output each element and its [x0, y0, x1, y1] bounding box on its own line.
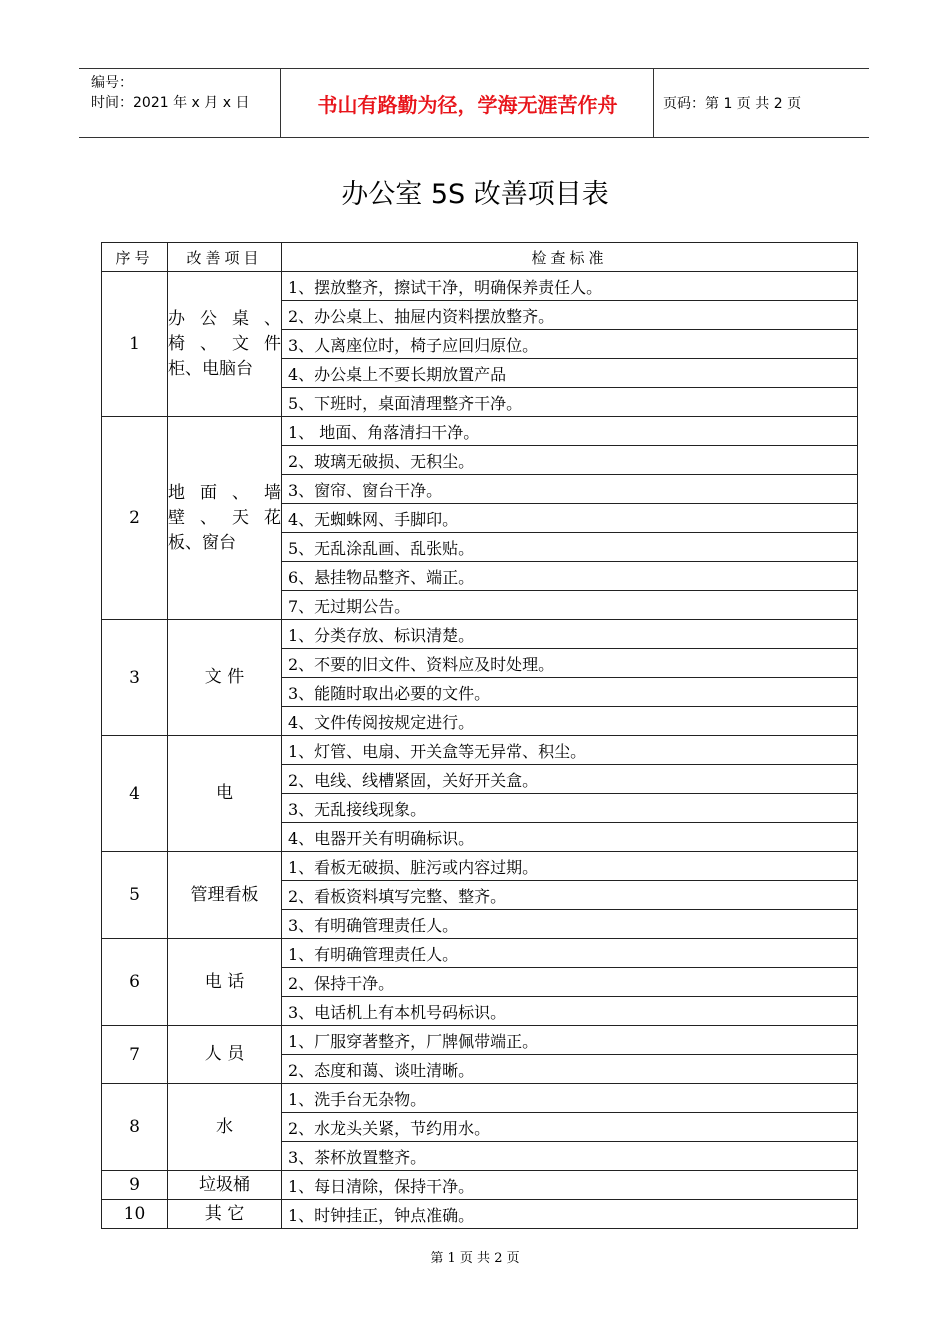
table-row	[102, 620, 858, 649]
table-body	[102, 272, 858, 1229]
improvement-table	[101, 242, 858, 1229]
check-standard: 4、电器开关有明确标识。	[282, 823, 858, 852]
document-title: 办公室 5S 改善项目表	[341, 179, 609, 210]
item-line: 水	[216, 1116, 233, 1137]
row-number: 2	[102, 417, 168, 620]
improvement-item	[168, 1171, 282, 1200]
check-standard: 1、分类存放、标识清楚。	[282, 620, 858, 649]
check-standard: 2、不要的旧文件、资料应及时处理。	[282, 649, 858, 678]
check-standard: 2、水龙头关紧，节约用水。	[282, 1113, 858, 1142]
item-line: 椅 、 文 件	[168, 333, 281, 354]
check-standard: 2、玻璃无破损、无积尘。	[282, 446, 858, 475]
row-number: 6	[102, 939, 168, 1026]
check-standard: 2、电线、线槽紧固，关好开关盒。	[282, 765, 858, 794]
row-number: 3	[102, 620, 168, 736]
improvement-item	[168, 417, 282, 620]
column-header-standard: 检查标准	[282, 243, 858, 272]
number-label: 编号：	[91, 75, 133, 91]
row-number: 7	[102, 1026, 168, 1084]
table-row	[102, 852, 858, 881]
check-standard: 6、悬挂物品整齐、端正。	[282, 562, 858, 591]
improvement-item	[168, 1084, 282, 1171]
item-line: 其 它	[204, 1203, 245, 1224]
table-row	[102, 1084, 858, 1113]
check-standard: 1、摆放整齐，擦试干净，明确保养责任人。	[282, 272, 858, 301]
check-standard: 1、时钟挂正，钟点准确。	[282, 1200, 858, 1229]
item-line: 板、窗台	[168, 532, 236, 553]
check-standard: 3、能随时取出必要的文件。	[282, 678, 858, 707]
check-standard: 3、人离座位时，椅子应回归原位。	[282, 330, 858, 359]
header-motto: 书山有路勤为径，学海无涯苦作舟	[317, 92, 618, 117]
improvement-item	[168, 272, 282, 417]
check-standard: 3、茶杯放置整齐。	[282, 1142, 858, 1171]
check-standard: 3、有明确管理责任人。	[282, 910, 858, 939]
table-row	[102, 736, 858, 765]
row-number: 8	[102, 1084, 168, 1171]
page-header	[79, 68, 869, 138]
improvement-item	[168, 736, 282, 852]
improvement-item	[168, 620, 282, 736]
table-row	[102, 272, 858, 301]
column-header-no: 序号	[102, 243, 168, 272]
row-number: 5	[102, 852, 168, 939]
table-header-row	[102, 243, 858, 272]
page-number-label: 页码：第 1 页 共 2 页	[663, 96, 802, 112]
check-standard: 1、厂服穿著整齐，厂牌佩带端正。	[282, 1026, 858, 1055]
check-standard: 1、每日清除，保持干净。	[282, 1171, 858, 1200]
item-line: 柜、电脑台	[168, 358, 253, 379]
row-number: 4	[102, 736, 168, 852]
item-line: 地 面 、 墙	[168, 482, 281, 503]
row-number: 1	[102, 272, 168, 417]
row-number: 9	[102, 1171, 168, 1200]
item-line: 管理看板	[190, 884, 259, 905]
check-standard: 4、办公桌上不要长期放置产品	[282, 359, 858, 388]
improvement-item	[168, 939, 282, 1026]
item-line: 电 话	[204, 971, 245, 992]
check-standard: 4、文件传阅按规定进行。	[282, 707, 858, 736]
column-header-item: 改善项目	[168, 243, 282, 272]
check-standard: 4、无蜘蛛网、手脚印。	[282, 504, 858, 533]
check-standard: 2、态度和蔼、谈吐清晰。	[282, 1055, 858, 1084]
improvement-item	[168, 1026, 282, 1084]
table-row	[102, 1171, 858, 1200]
item-line: 文 件	[204, 667, 245, 687]
check-standard: 2、保持干净。	[282, 968, 858, 997]
page-footer: 第 1 页 共 2 页	[430, 1251, 520, 1266]
table-row	[102, 1026, 858, 1055]
check-standard: 1、有明确管理责任人。	[282, 939, 858, 968]
check-standard: 2、办公桌上、抽屉内资料摆放整齐。	[282, 301, 858, 330]
header-meta	[91, 73, 249, 113]
check-standard: 3、电话机上有本机号码标识。	[282, 997, 858, 1026]
check-standard: 2、看板资料填写完整、整齐。	[282, 881, 858, 910]
table-row	[102, 1200, 858, 1229]
check-standard: 1、灯管、电扇、开关盒等无异常、积尘。	[282, 736, 858, 765]
item-line: 垃圾桶	[199, 1174, 250, 1195]
time-label: 时间：2021 年 x 月 x 日	[91, 95, 250, 111]
improvement-item	[168, 852, 282, 939]
table-row	[102, 939, 858, 968]
item-line: 人 员	[204, 1044, 245, 1064]
check-standard: 3、无乱接线现象。	[282, 794, 858, 823]
item-line: 办 公 桌 、	[168, 308, 281, 329]
check-standard: 3、窗帘、窗台干净。	[282, 475, 858, 504]
table-row	[102, 417, 858, 446]
check-standard: 1、 地面、角落清扫干净。	[282, 417, 858, 446]
check-standard: 1、洗手台无杂物。	[282, 1084, 858, 1113]
row-number: 10	[102, 1200, 168, 1229]
item-line: 电	[216, 783, 233, 803]
item-line: 壁 、 天 花	[168, 507, 281, 528]
check-standard: 5、下班时，桌面清理整齐干净。	[282, 388, 858, 417]
check-standard: 5、无乱涂乱画、乱张贴。	[282, 533, 858, 562]
improvement-item	[168, 1200, 282, 1229]
check-standard: 7、无过期公告。	[282, 591, 858, 620]
check-standard: 1、看板无破损、脏污或内容过期。	[282, 852, 858, 881]
